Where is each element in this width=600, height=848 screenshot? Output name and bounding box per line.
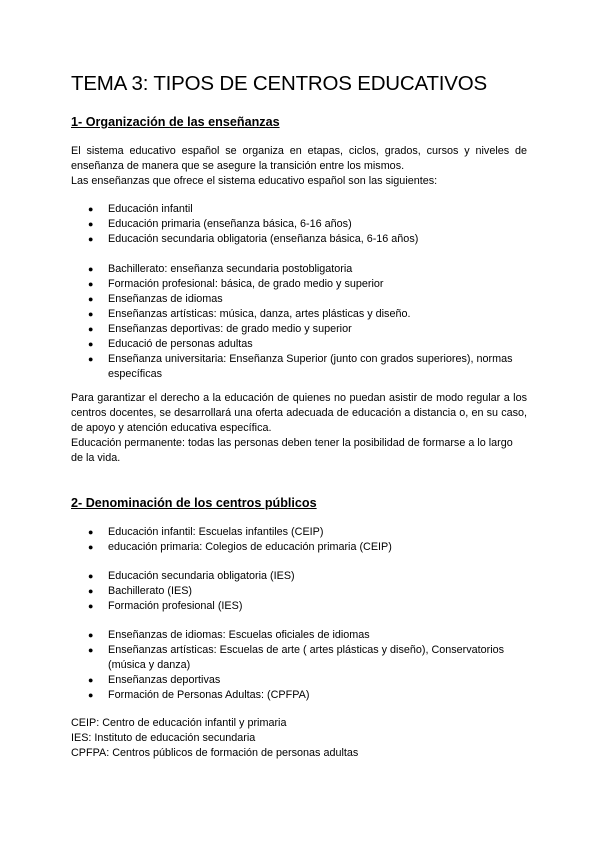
list-item: ● Enseñanzas deportivas bbox=[88, 674, 221, 686]
list-item: ● Educación secundaria obligatoria (IES) bbox=[88, 570, 295, 582]
bullet-icon: ● bbox=[88, 630, 94, 640]
bullet-icon: ● bbox=[88, 324, 94, 334]
list-item: ● Enseñanzas de idiomas: Escuelas oficiales de idiomas bbox=[88, 629, 370, 641]
section-1-intro bbox=[71, 144, 527, 189]
list-item: ● Formación profesional (IES) bbox=[88, 600, 243, 612]
enseñanzas-list-a bbox=[71, 202, 527, 247]
bullet-icon: ● bbox=[88, 279, 94, 289]
intro-paragraph-2: Las enseñanzas que ofrece el sistema educativo español son las siguientes: bbox=[71, 175, 438, 187]
centros-list-b bbox=[71, 569, 527, 614]
abbreviation-glossary bbox=[71, 716, 527, 761]
bullet-icon: ● bbox=[88, 542, 94, 552]
list-item: ● Enseñanzas artísticas: música, danza, artes plásticas y diseño. bbox=[88, 308, 411, 320]
bullet-icon: ● bbox=[88, 601, 94, 611]
enseñanzas-list-b bbox=[71, 262, 527, 382]
bullet-icon: ● bbox=[88, 309, 94, 319]
bullet-icon: ● bbox=[88, 586, 94, 596]
bullet-icon: ● bbox=[88, 204, 94, 214]
list-item: ● Enseñanzas artísticas: Escuelas de arte ( artes plásticas y diseño), Conservatorios (música y danza) bbox=[88, 644, 505, 671]
intro-paragraph-1: El sistema educativo español se organiza en etapas, ciclos, grados, cursos y niveles de enseñanza de manera que se asegure la transición entre los mismos. bbox=[71, 145, 527, 172]
closing-paragraph-1: Para garantizar el derecho a la educación de quienes no puedan asistir de modo regular a los centros docentes, se desarrollará una oferta adecuada de educación a distancia o, en su caso, de apoyo y atención educativa específica. bbox=[71, 392, 527, 434]
list-item: ● Educación infantil: Escuelas infantiles (CEIP) bbox=[88, 526, 324, 538]
bullet-icon: ● bbox=[88, 294, 94, 304]
list-item: ● Educación primaria (enseñanza básica, 6-16 años) bbox=[88, 218, 352, 230]
glossary-entry: CEIP: Centro de educación infantil y primaria bbox=[71, 717, 287, 729]
bullet-icon: ● bbox=[88, 675, 94, 685]
list-item: ● Educación secundaria obligatoria (enseñanza básica, 6-16 años) bbox=[88, 233, 419, 245]
closing-paragraph-2: Educación permanente: todas las personas deben tener la posibilidad de formarse a lo largo de la vida. bbox=[71, 437, 513, 464]
glossary-entry: IES: Instituto de educación secundaria bbox=[71, 732, 256, 744]
list-item: ● Enseñanza universitaria: Enseñanza Superior (junto con grados superiores), normas específicas bbox=[88, 353, 513, 380]
list-item: ● Bachillerato: enseñanza secundaria postobligatoria bbox=[88, 263, 353, 275]
bullet-icon: ● bbox=[88, 339, 94, 349]
list-item: ● Enseñanzas deportivas: de grado medio y superior bbox=[88, 323, 352, 335]
list-item: ● Enseñanzas de idiomas bbox=[88, 293, 223, 305]
list-item: ● Educación infantil bbox=[88, 203, 193, 215]
bullet-icon: ● bbox=[88, 234, 94, 244]
list-item: ● Formación profesional: básica, de grado medio y superior bbox=[88, 278, 384, 290]
section-2-heading: 2- Denominación de los centros públicos bbox=[71, 496, 317, 510]
bullet-icon: ● bbox=[88, 219, 94, 229]
bullet-icon: ● bbox=[88, 264, 94, 274]
section-1-heading: 1- Organización de las enseñanzas bbox=[71, 115, 280, 129]
bullet-icon: ● bbox=[88, 354, 94, 364]
list-item: ● Bachillerato (IES) bbox=[88, 585, 193, 597]
list-item: ● Formación de Personas Adultas: (CPFPA) bbox=[88, 689, 310, 701]
section-1-closing bbox=[71, 391, 527, 466]
bullet-icon: ● bbox=[88, 571, 94, 581]
centros-list-a bbox=[71, 525, 527, 555]
page-title: TEMA 3: TIPOS DE CENTROS EDUCATIVOS bbox=[71, 72, 487, 95]
bullet-icon: ● bbox=[88, 645, 94, 655]
bullet-icon: ● bbox=[88, 690, 94, 700]
bullet-icon: ● bbox=[88, 527, 94, 537]
list-item: ● educación primaria: Colegios de educación primaria (CEIP) bbox=[88, 541, 392, 553]
centros-list-c bbox=[71, 628, 527, 703]
list-item: ● Educació de personas adultas bbox=[88, 338, 253, 350]
glossary-entry: CPFPA: Centros públicos de formación de personas adultas bbox=[71, 747, 359, 759]
